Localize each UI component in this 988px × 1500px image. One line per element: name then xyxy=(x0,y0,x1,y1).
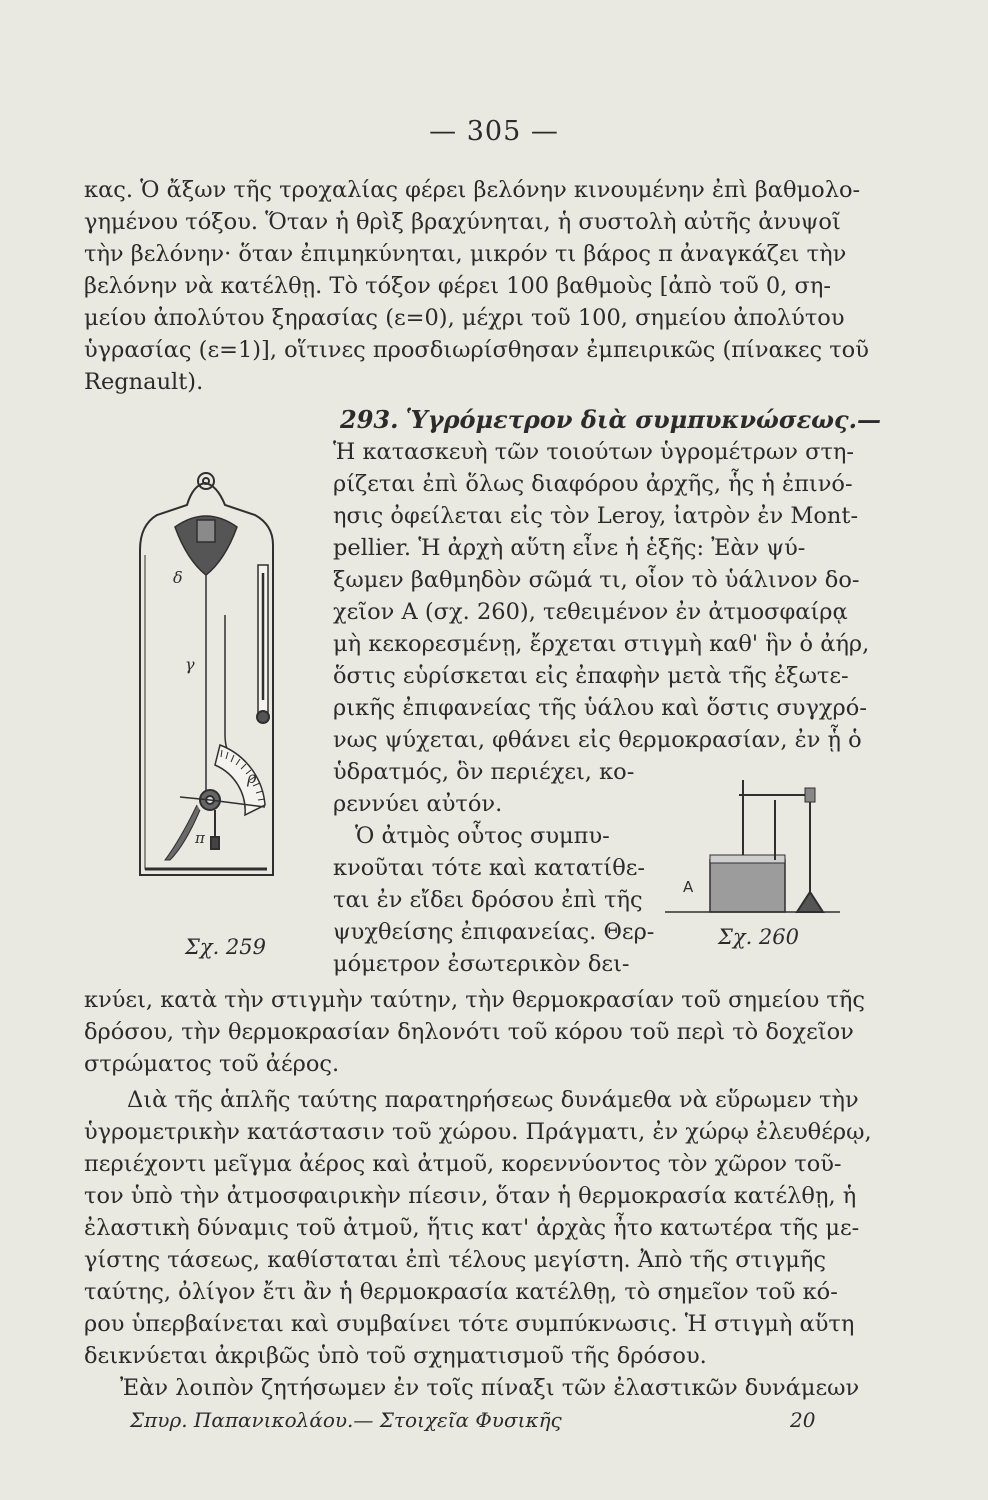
text-line: δεικνύεται ἀκριβῶς ὑπὸ τοῦ σχηματισμοῦ τῆς δρόσου. xyxy=(84,1343,707,1369)
text-line: περιέχοντι μεῖγμα ἀέρος καὶ ἀτμοῦ, κορεννύοντος τὸν χῶρον τοῦ- xyxy=(84,1151,842,1177)
figure-260-label-a: A xyxy=(683,878,694,896)
text-line: Regnault). xyxy=(84,369,204,395)
text-line: ρικῆς ἐπιφανείας τῆς ὑάλου καὶ ὅστις συγχρό- xyxy=(333,695,867,721)
text-line: ησις ὀφείλεται εἰς τὸν Leroy, ἰατρὸν ἐν Mont- xyxy=(333,503,859,529)
figure-259-label-rho: ρ xyxy=(247,768,257,787)
text-line: δρόσου, τὴν θερμοκρασίαν δηλονότι τοῦ κόρου τοῦ περὶ τὸ δοχεῖον xyxy=(84,1019,854,1045)
text-line: μόμετρον ἐσωτερικὸν δει- xyxy=(333,951,630,977)
text-line: Ἡ κατασκευὴ τῶν τοιούτων ὑγρομέτρων στη- xyxy=(333,439,854,465)
text-line: Ὁ ἀτμὸς οὗτος συμπυ- xyxy=(355,823,610,849)
text-line: κνύει, κατὰ τὴν στιγμὴν ταύτην, τὴν θερμοκρασίαν τοῦ σημείου τῆς xyxy=(84,987,865,1013)
text-line: ρίζεται ἐπὶ ὅλως διαφόρου ἀρχῆς, ἧς ἡ ἐπινό- xyxy=(333,471,853,497)
text-line: μὴ κεκορεσμένῃ, ἔρχεται στιγμὴ καθ' ἣν ὁ ἀήρ, xyxy=(333,631,870,657)
section-heading xyxy=(340,405,881,436)
footer-signature: Σπυρ. Παπανικολάου.— Στοιχεῖα Φυσικῆς xyxy=(130,1408,562,1432)
text-line: κας. Ὁ ἄξων τῆς τροχαλίας φέρει βελόνην κινουμένην ἐπὶ βαθμολο- xyxy=(84,177,861,203)
page-number: — 305 — xyxy=(429,116,559,147)
text-line: ρεννύει αὐτόν. xyxy=(333,791,503,817)
figure-259-caption: Σχ. 259 xyxy=(185,935,267,959)
figure-259-label-delta: δ xyxy=(173,568,183,587)
text-line: νως ψύχεται, φθάνει εἰς θερμοκρασίαν, ἐν ᾗ ὁ xyxy=(333,727,862,753)
figure-259-label-gamma: γ xyxy=(185,655,195,674)
text-line: ὑγρομετρικὴν κατάστασιν τοῦ χώρου. Πράγματι, ἐν χώρῳ ἐλευθέρῳ, xyxy=(84,1119,872,1145)
text-line: χεῖον Α (σχ. 260), τεθειμένον ἐν ἀτμοσφαίρᾳ xyxy=(333,599,848,625)
text-line: pellier. Ἡ ἀρχὴ αὕτη εἶνε ἡ ἑξῆς: Ἐὰν ψύ- xyxy=(333,535,806,561)
section-title: Ὑγρόμετρον διὰ συμπυκνώσεως.— xyxy=(405,405,882,434)
text-line: βελόνην νὰ κατέλθῃ. Τὸ τόξον φέρει 100 βαθμοὺς [ἀπὸ τοῦ 0, ση- xyxy=(84,273,831,299)
text-line: ρου ὑπερβαίνεται καὶ συμβαίνει τότε συμπύκνωσις. Ἡ στιγμὴ αὕτη xyxy=(84,1311,855,1337)
text-line: γημένου τόξου. Ὅταν ἡ θρὶξ βραχύνηται, ἡ συστολὴ αὐτῆς ἀνυψοῖ xyxy=(84,209,841,235)
text-line: στρώματος τοῦ ἀέρος. xyxy=(84,1051,340,1077)
text-line: ταύτης, ὀλίγον ἔτι ἂν ἡ θερμοκρασία κατέλθῃ, τὸ σημεῖον τοῦ κό- xyxy=(84,1279,838,1305)
text-line: ὅστις εὑρίσκεται εἰς ἐπαφὴν μετὰ τῆς ἐξωτε- xyxy=(333,663,849,689)
text-line: ἐλαστικὴ δύναμις τοῦ ἀτμοῦ, ἥτις κατ' ἀρχὰς ἦτο κατωτέρα τῆς με- xyxy=(84,1215,860,1241)
figure-260-condensation-hygrometer xyxy=(665,760,840,920)
text-line: τον ὑπὸ τὴν ἀτμοσφαιρικὴν πίεσιν, ὅταν ἡ θερμοκρασία κατέλθῃ, ἡ xyxy=(84,1183,857,1209)
text-line: κνοῦται τότε καὶ κατατίθε- xyxy=(333,855,646,881)
text-line: ται ἐν εἴδει δρόσου ἐπὶ τῆς xyxy=(333,887,643,913)
text-line: Ἐὰν λοιπὸν ζητήσωμεν ἐν τοῖς πίναξι τῶν ἐλαστικῶν δυνάμεων xyxy=(120,1375,860,1401)
text-line: τὴν βελόνην· ὅταν ἐπιμηκύνηται, μικρόν τι βάρος π ἀναγκάζει τὴν xyxy=(84,241,847,267)
text-line: μείου ἀπολύτου ξηρασίας (ε=0), μέχρι τοῦ 100, σημείου ἀπολύτου xyxy=(84,305,845,331)
signature-number: 20 xyxy=(790,1408,816,1432)
text-line: ὑδρατμός, ὃν περιέχει, κο- xyxy=(333,759,635,785)
figure-260-caption: Σχ. 260 xyxy=(718,925,800,949)
figure-259-label-pi: π xyxy=(195,829,205,847)
figure-259-hair-hygrometer xyxy=(125,465,295,905)
text-line: Διὰ τῆς ἁπλῆς ταύτης παρατηρήσεως δυνάμεθα νὰ εὕρωμεν τὴν xyxy=(127,1087,859,1113)
text-line: γίστης τάσεως, καθίσταται ἐπὶ τέλους μεγίστη. Ἀπὸ τῆς στιγμῆς xyxy=(84,1247,826,1273)
text-line: ξωμεν βαθμηδὸν σῶμά τι, οἷον τὸ ὑάλινον δο- xyxy=(333,567,860,593)
text-line: ὑγρασίας (ε=1)], οἵτινες προσδιωρίσθησαν ἐμπειρικῶς (πίνακες τοῦ xyxy=(84,337,869,363)
text-line: ψυχθείσης ἐπιφανείας. Θερ- xyxy=(333,919,655,945)
section-number: 293. xyxy=(340,405,399,434)
